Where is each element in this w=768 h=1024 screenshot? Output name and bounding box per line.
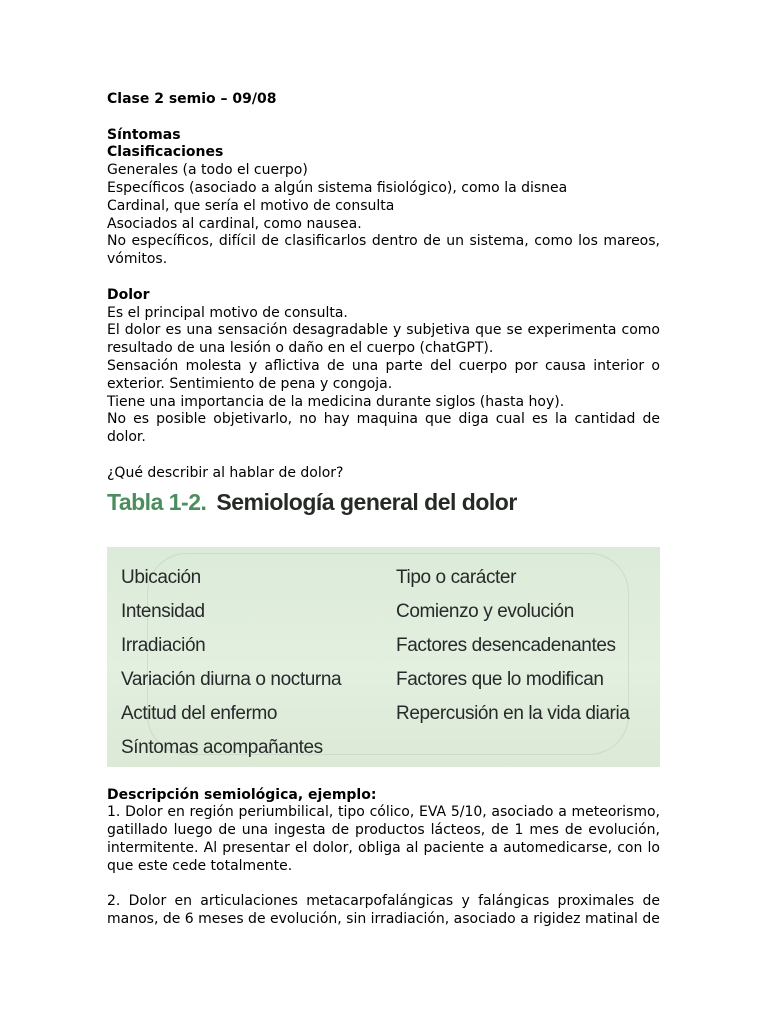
table-cell: Irradiación <box>121 634 206 656</box>
table-cell: Ubicación <box>121 566 201 588</box>
table-left-column <box>121 561 341 765</box>
clasificacion-line: Generales (a todo el cuerpo) <box>107 162 308 179</box>
table-cell: Intensidad <box>121 600 205 622</box>
table-title: Semiología general del dolor <box>216 488 517 515</box>
section-title-ejemplo: Descripción semiológica, ejemplo: <box>107 786 377 803</box>
clasificacion-line: Asociados al cardinal, como nausea. <box>107 215 362 232</box>
table-cell: Tipo o carácter <box>396 566 517 588</box>
dolor-line: No es posible objetivarlo, no hay maquina que diga cual es la cantidad de dolor. <box>107 411 660 446</box>
table-body <box>107 547 660 767</box>
table-cell: Repercusión en la vida diaria <box>396 702 630 724</box>
section-title-sintomas: Síntomas <box>107 126 181 143</box>
section-title-clasificaciones: Clasificaciones <box>107 144 224 161</box>
dolor-line: El dolor es una sensación desagradable y subjetiva que se experimenta como resultado de una lesión o daño en el cuerpo (chatGPT). <box>107 322 660 357</box>
table-number: Tabla 1-2. <box>107 488 207 515</box>
table-cell: Actitud del enfermo <box>121 702 278 724</box>
dolor-line: Tiene una importancia de la medicina durante siglos (hasta hoy). <box>107 393 565 410</box>
table-cell: Variación diurna o nocturna <box>121 668 342 690</box>
document-page <box>107 91 660 929</box>
section-title-dolor: Dolor <box>107 286 150 303</box>
ejemplo-1: 1. Dolor en región periumbilical, tipo cólico, EVA 5/10, asociado a meteorismo, gatillado luego de una ingesta de productos lácteos, de 1 mes de evolución, intermitente. Al presentar el dolor, obliga al paciente a automedicarse, con lo que este cede totalmente. <box>107 804 660 874</box>
clasificacion-line: No específicos, difícil de clasificarlos dentro de un sistema, como los mareos, vómitos. <box>107 233 660 268</box>
clasificacion-line: Específicos (asociado a algún sistema fisiológico), como la disnea <box>107 179 568 196</box>
dolor-line: Es el principal motivo de consulta. <box>107 304 348 321</box>
table-cell: Síntomas acompañantes <box>121 736 323 758</box>
semiologia-table-image <box>107 485 660 767</box>
table-cell: Factores que lo modifican <box>396 668 604 690</box>
table-caption <box>107 489 517 529</box>
table-cell: Factores desencadenantes <box>396 634 616 656</box>
document-heading: Clase 2 semio – 09/08 <box>107 91 277 107</box>
table-right-column <box>396 561 629 731</box>
question-line: ¿Qué describir al hablar de dolor? <box>107 464 344 481</box>
table-cell: Comienzo y evolución <box>396 600 574 622</box>
dolor-line: Sensación molesta y aflictiva de una parte del cuerpo por causa interior o exterior. Sentimiento de pena y congoja. <box>107 357 660 392</box>
clasificacion-line: Cardinal, que sería el motivo de consulta <box>107 197 395 214</box>
ejemplo-2: 2. Dolor en articulaciones metacarpofalángicas y falángicas proximales de manos, de 6 meses de evolución, sin irradiación, asociado a rigidez matinal de <box>107 893 660 928</box>
